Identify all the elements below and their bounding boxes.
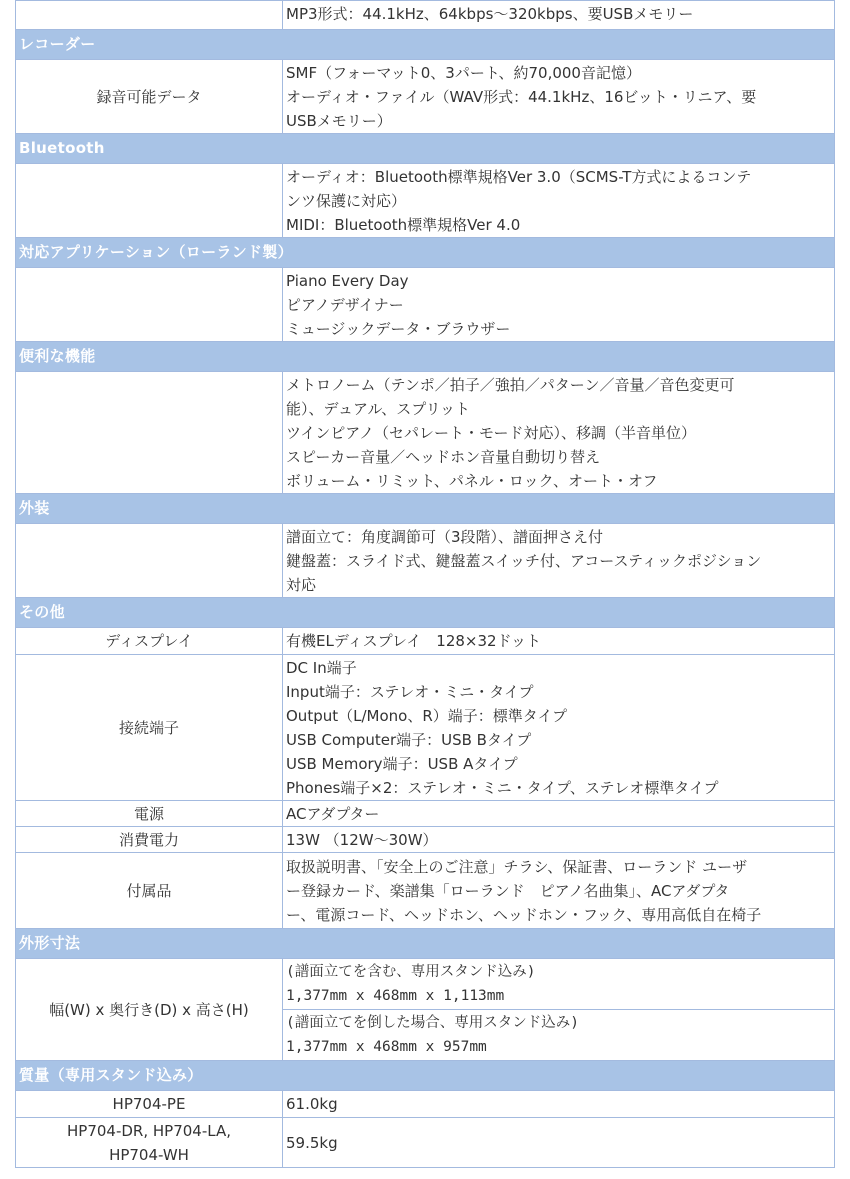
- section-dimensions: [16, 929, 835, 959]
- value-line: 取扱説明書、「安全上のご注意」チラシ、保証書、ローランド ユーザ: [286, 857, 748, 876]
- value-line: MIDI：Bluetooth標準規格Ver 4.0: [286, 215, 521, 234]
- spec-value: [283, 959, 835, 1010]
- value-line: 59.5kg: [286, 1133, 338, 1152]
- section-bluetooth: [16, 134, 835, 164]
- spec-label: HP704-PE: [16, 1091, 283, 1118]
- value-line: (譜面立てを倒した場合、専用スタンド込み): [286, 1015, 579, 1031]
- value-line: ピアノデザイナー: [286, 295, 404, 314]
- spec-row-exterior: [16, 524, 835, 598]
- section-apps: [16, 238, 835, 268]
- spec-label: ディスプレイ: [16, 628, 283, 655]
- spec-value: [283, 372, 835, 494]
- spec-value: [283, 524, 835, 598]
- spec-value: [283, 1118, 835, 1168]
- spec-row-accessories: [16, 853, 835, 929]
- value-line: 61.0kg: [286, 1095, 338, 1113]
- value-line: メトロノーム（テンポ／拍子／強拍／パターン／音量／音色変更可: [286, 375, 735, 394]
- value-line: USB Memory端子：USB Aタイプ: [286, 754, 518, 773]
- value-line: 対応: [286, 575, 317, 594]
- spec-value: [283, 268, 835, 342]
- spec-table: [15, 0, 835, 1168]
- spec-value: [283, 60, 835, 134]
- value-line: Phones端子×2：ステレオ・ミニ・タイプ、ステレオ標準タイプ: [286, 778, 719, 797]
- spec-label: 付属品: [16, 853, 283, 929]
- spec-label-empty: [16, 524, 283, 598]
- spec-row-recordable-data: [16, 60, 835, 134]
- value-line: SMF（フォーマット0、3パート、約70,000音記憶）: [286, 63, 641, 82]
- spec-label: 幅(W) x 奥行き(D) x 高さ(H): [16, 959, 283, 1061]
- section-recorder: [16, 30, 835, 60]
- label-line: HP704-WH: [109, 1145, 189, 1164]
- spec-label: 録音可能データ: [16, 60, 283, 134]
- spec-value-mp3: [283, 1, 835, 30]
- spec-label-empty: [16, 1, 283, 30]
- label-line: HP704-DR, HP704-LA,: [67, 1121, 231, 1140]
- spec-row-apps: [16, 268, 835, 342]
- spec-value: [283, 827, 835, 853]
- spec-value: [283, 1010, 835, 1061]
- spec-value: [283, 853, 835, 929]
- spec-label: 消費電力: [16, 827, 283, 853]
- section-exterior: [16, 494, 835, 524]
- spec-row-features: [16, 372, 835, 494]
- spec-row-ports: [16, 655, 835, 801]
- value-line: 能）、デュアル、スプリット: [286, 399, 471, 418]
- value-line: ボリューム・リミット、パネル・ロック、オート・オフ: [286, 471, 658, 490]
- spec-label-empty: [16, 268, 283, 342]
- value-line: Output（L/Mono、R）端子：標準タイプ: [286, 706, 567, 725]
- value-line: ンツ保護に対応）: [286, 191, 407, 210]
- section-header: レコーダー: [16, 30, 835, 60]
- spec-value: [283, 801, 835, 827]
- spec-label-empty: [16, 164, 283, 238]
- spec-row-consumption: [16, 827, 835, 853]
- section-header: その他: [16, 598, 835, 628]
- value-line: USBメモリー）: [286, 111, 392, 130]
- spec-label: [16, 1118, 283, 1168]
- value-line: ー、電源コード、ヘッドホン、ヘッドホン・フック、専用高低自在椅子: [286, 905, 762, 924]
- spec-value: [283, 655, 835, 801]
- spec-row-bluetooth: [16, 164, 835, 238]
- section-header: Bluetooth: [16, 134, 835, 164]
- spec-value: [283, 1091, 835, 1118]
- spec-value: [283, 628, 835, 655]
- spec-row-weight-others: [16, 1118, 835, 1168]
- spec-label-empty: [16, 372, 283, 494]
- value-line: 13W （12W〜30W）: [286, 830, 438, 849]
- section-header: 便利な機能: [16, 342, 835, 372]
- spec-value: [283, 164, 835, 238]
- value-line: 1,377mm x 468mm x 1,113mm: [286, 988, 505, 1004]
- value-line: スピーカー音量／ヘッドホン音量自動切り替え: [286, 447, 601, 466]
- value-line: 1,377mm x 468mm x 957mm: [286, 1039, 487, 1055]
- section-weight: [16, 1061, 835, 1091]
- spec-label: 接続端子: [16, 655, 283, 801]
- value-line: USB Computer端子：USB Bタイプ: [286, 730, 532, 749]
- value-line: ツインピアノ（セパレート・モード対応）、移調（半音単位）: [286, 423, 696, 442]
- section-features: [16, 342, 835, 372]
- value-line: オーディオ・ファイル（WAV形式：44.1kHz、16ビット・リニア、要: [286, 87, 757, 106]
- value-line: MP3形式：44.1kHz、64kbps〜320kbps、要USBメモリー: [286, 5, 694, 23]
- value-line: DC In端子: [286, 658, 357, 677]
- value-line: 譜面立て：角度調節可（3段階）、譜面押さえ付: [286, 527, 604, 546]
- section-header: 対応アプリケーション（ローランド製）: [16, 238, 835, 268]
- value-line: (譜面立てを含む、専用スタンド込み): [286, 964, 536, 980]
- spec-row-dimensions-upright: [16, 959, 835, 1010]
- value-line: Piano Every Day: [286, 271, 409, 290]
- value-line: ミュージックデータ・ブラウザー: [286, 319, 511, 338]
- value-line: Input端子：ステレオ・ミニ・タイプ: [286, 682, 534, 701]
- value-line: 鍵盤蓋：スライド式、鍵盤蓋スイッチ付、アコースティックポジション: [286, 551, 762, 570]
- section-header: 外形寸法: [16, 929, 835, 959]
- section-header: 質量（専用スタンド込み）: [16, 1061, 835, 1091]
- spec-row-power: [16, 801, 835, 827]
- spec-row-display: [16, 628, 835, 655]
- spec-row-weight-pe: [16, 1091, 835, 1118]
- value-line: 有機ELディスプレイ 128×32ドット: [286, 632, 541, 650]
- section-header: 外装: [16, 494, 835, 524]
- value-line: オーディオ：Bluetooth標準規格Ver 3.0（SCMS-T方式によるコンテ: [286, 167, 752, 186]
- value-line: ACアダプター: [286, 804, 380, 823]
- spec-label: 電源: [16, 801, 283, 827]
- section-other: [16, 598, 835, 628]
- value-line: ー登録カード、楽譜集「ローランド ピアノ名曲集」、ACアダプタ: [286, 881, 730, 900]
- spec-row-mp3: [16, 1, 835, 30]
